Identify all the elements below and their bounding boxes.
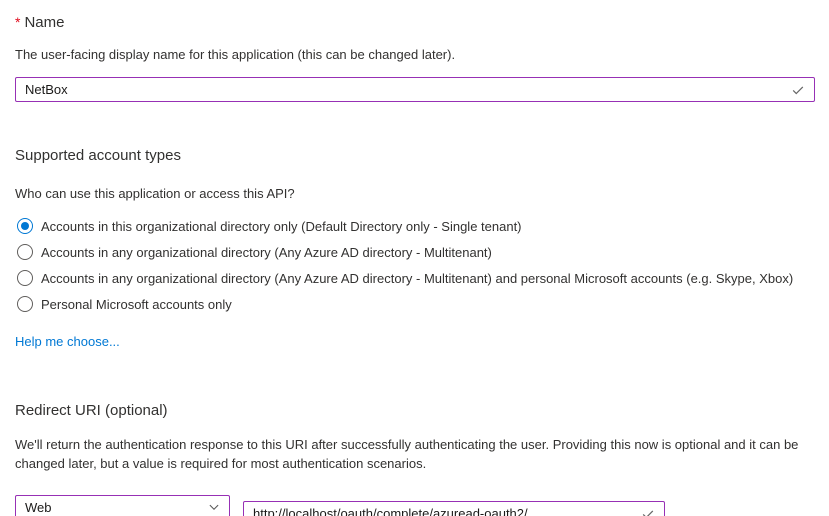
required-asterisk: * <box>15 14 21 30</box>
redirect-uri-field-container <box>243 501 665 516</box>
name-section-heading <box>15 12 815 33</box>
name-description: The user-facing display name for this application (this can be changed later). <box>15 47 456 62</box>
redirect-uri-row <box>15 488 815 516</box>
name-field-container <box>15 77 815 102</box>
radio-unselected-icon <box>17 296 33 312</box>
radio-label: Accounts in any organizational directory (Any Azure AD directory - Multitenant) and personal Microsoft accounts (e.g. Skype, Xbox) <box>41 270 794 286</box>
radio-multitenant[interactable] <box>15 239 815 265</box>
name-heading-label: Name <box>24 14 65 31</box>
valid-check-icon <box>640 506 656 516</box>
radio-personal-only[interactable] <box>15 291 815 317</box>
account-types-question: Who can use this application or access this API? <box>15 186 295 201</box>
radio-multitenant-personal[interactable] <box>15 265 815 291</box>
account-types-radio-group <box>15 213 815 317</box>
radio-unselected-icon <box>17 244 33 260</box>
chevron-down-icon <box>207 500 221 514</box>
account-types-section <box>15 146 815 351</box>
radio-label: Personal Microsoft accounts only <box>41 296 232 312</box>
radio-selected-icon <box>17 218 33 234</box>
account-types-heading: Supported account types <box>15 147 181 164</box>
platform-select-value: Web <box>25 499 52 515</box>
radio-unselected-icon <box>17 270 33 286</box>
radio-label: Accounts in this organizational directory only (Default Directory only - Single tenant) <box>41 218 522 234</box>
redirect-uri-description: We'll return the authentication response to this URI after successfully authenticating the user. Providing this now is optional and it can be changed later, but a value is required for most authentication scenarios. <box>15 437 799 471</box>
platform-select[interactable] <box>15 495 230 516</box>
radio-label: Accounts in any organizational directory (Any Azure AD directory - Multitenant) <box>41 244 492 260</box>
name-input[interactable] <box>16 78 790 101</box>
redirect-uri-input[interactable] <box>244 502 640 516</box>
valid-check-icon <box>790 82 806 98</box>
help-me-choose-link[interactable]: Help me choose... <box>15 334 120 349</box>
radio-single-tenant[interactable] <box>15 213 815 239</box>
redirect-uri-section <box>15 401 815 516</box>
redirect-uri-heading: Redirect URI (optional) <box>15 402 168 419</box>
